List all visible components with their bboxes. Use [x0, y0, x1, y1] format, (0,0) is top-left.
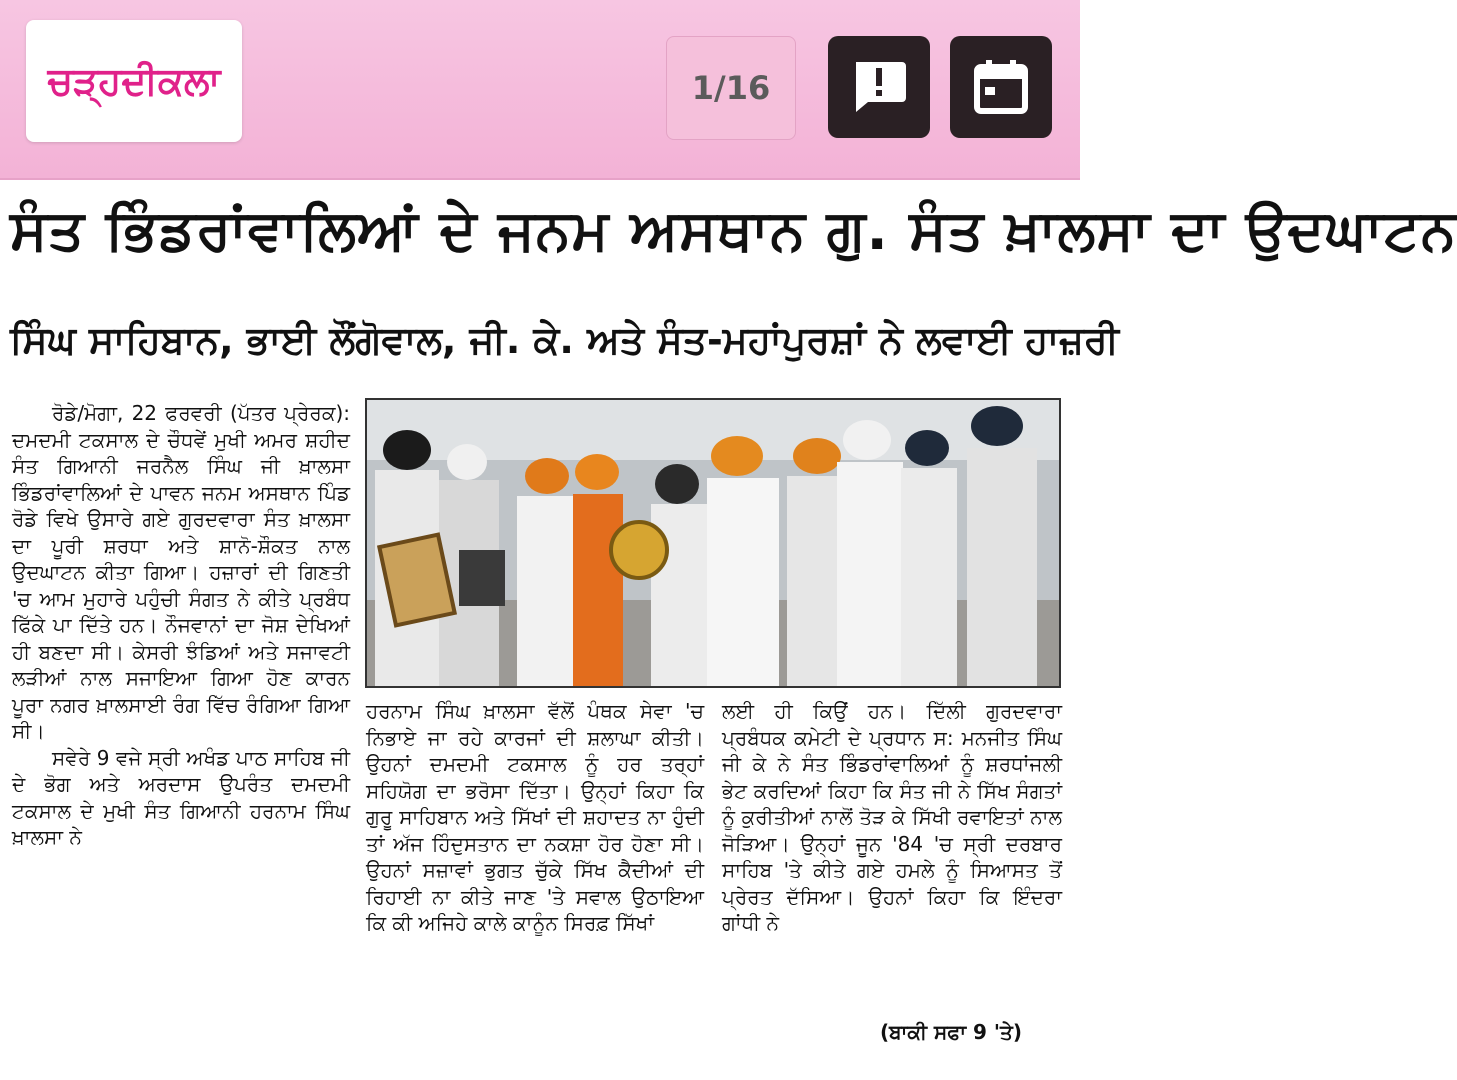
paragraph: ਹਰਨਾਮ ਸਿੰਘ ਖ਼ਾਲਸਾ ਵੱਲੋਂ ਪੰਥਕ ਸੇਵਾ 'ਚ ਨਿਭਾਏ ਜਾ ਰਹੇ ਕਾਰਜਾਂ ਦੀ ਸ਼ਲਾਘਾ ਕੀਤੀ। ਉਹਨਾਂ ਦਮਦਮੀ ਟਕਸਾਲ ਨੂੰ ਹਰ ਤਰ੍ਹਾਂ ਸਹਿਯੋਗ ਦਾ ਭਰੋਸਾ ਦਿੱਤਾ। ਉਨ੍ਹਾਂ ਕਿਹਾ ਕਿ ਗੁਰੂ ਸਾਹਿਬਾਨ ਅਤੇ ਸਿੱਖਾਂ ਦੀ ਸ਼ਹਾਦਤ ਨਾ ਹੁੰਦੀ ਤਾਂ ਅੱਜ ਹਿੰਦੁਸਤਾਨ ਦਾ ਨਕਸ਼ਾ ਹੋਰ ਹੋਣਾ ਸੀ। ਉਹਨਾਂ ਸਜ਼ਾਵਾਂ ਭੁਗਤ ਚੁੱਕੇ ਸਿੱਖ ਕੈਦੀਆਂ ਦੀ ਰਿਹਾਈ ਨਾ ਕੀਤੇ ਜਾਣ 'ਤੇ ਸਵਾਲ ਉਠਾਇਆ ਕਿ ਕੀ ਅਜਿਹੇ ਕਾਲੇ ਕਾਨੂੰਨ ਸਿਰਫ਼ ਸਿੱਖਾਂ	[366, 699, 704, 935]
page-indicator[interactable]	[666, 36, 796, 140]
calendar-button[interactable]	[950, 36, 1052, 138]
article-headline: ਸੰਤ ਭਿੰਡਰਾਂਵਾਲਿਆਂ ਦੇ ਜਨਮ ਅਸਥਾਨ ਗੁ. ਸੰਤ ਖ਼ਾਲਸਾ ਦਾ ਉਦਘਾਟਨ	[10, 198, 1457, 263]
paragraph: ਸਵੇਰੇ 9 ਵਜੇ ਸ੍ਰੀ ਅਖੰਡ ਪਾਠ ਸਾਹਿਬ ਜੀ ਦੇ ਭੋਗ ਅਤੇ ਅਰਦਾਸ ਉਪਰੰਤ ਦਮਦਮੀ ਟਕਸਾਲ ਦੇ ਮੁਖੀ ਸੰਤ ਗਿਆਨੀ ਹਰਨਾਮ ਸਿੰਘ ਖ਼ਾਲਸਾ ਨੇ	[12, 745, 350, 849]
app-header	[0, 0, 1080, 180]
paragraph: ਲਈ ਹੀ ਕਿਉਂ ਹਨ। ਦਿੱਲੀ ਗੁਰਦਵਾਰਾ ਪ੍ਰਬੰਧਕ ਕਮੇਟੀ ਦੇ ਪ੍ਰਧਾਨ ਸ: ਮਨਜੀਤ ਸਿੰਘ ਜੀ ਕੇ ਨੇ ਸੰਤ ਭਿੰਡਰਾਂਵਾਲਿਆਂ ਨੂੰ ਸ਼ਰਧਾਂਜਲੀ ਭੇਟ ਕਰਦਿਆਂ ਕਿਹਾ ਕਿ ਸੰਤ ਜੀ ਨੇ ਸਿੱਖ ਸੰਗਤਾਂ ਨੂੰ ਕੁਰੀਤੀਆਂ ਨਾਲੋਂ ਤੋੜ ਕੇ ਸਿੱਖੀ ਰਵਾਇਤਾਂ ਨਾਲ ਜੋੜਿਆ। ਉਨ੍ਹਾਂ ਜੂਨ '84 'ਚ ਸ੍ਰੀ ਦਰਬਾਰ ਸਾਹਿਬ 'ਤੇ ਕੀਤੇ ਗਏ ਹਮਲੇ ਨੂੰ ਸਿਆਸਤ ਤੋਂ ਪ੍ਰੇਰਤ ਦੱਸਿਆ। ਉਹਨਾਂ ਕਿਹਾ ਕਿ ਇੰਦਰਾ ਗਾਂਧੀ ਨੇ	[722, 699, 1062, 935]
continued-on-page: (ਬਾਕੀ ਸਫਾ 9 'ਤੇ)	[880, 1020, 1022, 1044]
article-column-1	[12, 400, 350, 851]
article-column-3	[722, 698, 1062, 937]
photo-illustration	[367, 400, 1059, 686]
article-photo	[365, 398, 1061, 688]
page-indicator-text: 1/16	[691, 69, 771, 107]
newspaper-page	[0, 180, 1457, 1080]
logo-text: ਚੜ੍ਹਦੀਕਲਾ	[47, 58, 221, 103]
feedback-button[interactable]	[828, 36, 930, 138]
newspaper-logo[interactable]	[26, 20, 242, 142]
feedback-icon	[848, 56, 910, 118]
article-subheadline: ਸਿੰਘ ਸਾਹਿਬਾਨ, ਭਾਈ ਲੌਂਗੋਵਾਲ, ਜੀ. ਕੇ. ਅਤੇ ਸੰਤ-ਮਹਾਂਪੁਰਸ਼ਾਂ ਨੇ ਲਵਾਈ ਹਾਜ਼ਰੀ	[10, 318, 1119, 362]
calendar-icon	[971, 57, 1031, 117]
paragraph: ਰੋਡੇ/ਮੋਗਾ, 22 ਫਰਵਰੀ (ਪੱਤਰ ਪ੍ਰੇਰਕ): ਦਮਦਮੀ ਟਕਸਾਲ ਦੇ ਚੌਧਵੇਂ ਮੁਖੀ ਅਮਰ ਸ਼ਹੀਦ ਸੰਤ ਗਿਆਨੀ ਜਰਨੈਲ ਸਿੰਘ ਜੀ ਖ਼ਾਲਸਾ ਭਿੰਡਰਾਂਵਾਲਿਆਂ ਦੇ ਪਾਵਨ ਜਨਮ ਅਸਥਾਨ ਪਿੰਡ ਰੋਡੇ ਵਿਖੇ ਉਸਾਰੇ ਗਏ ਗੁਰਦਵਾਰਾ ਸੰਤ ਖ਼ਾਲਸਾ ਦਾ ਪੂਰੀ ਸ਼ਰਧਾ ਅਤੇ ਸ਼ਾਨੋ-ਸ਼ੌਕਤ ਨਾਲ ਉਦਘਾਟਨ ਕੀਤਾ ਗਿਆ। ਹਜ਼ਾਰਾਂ ਦੀ ਗਿਣਤੀ 'ਚ ਆਮ ਮੁਹਾਰੇ ਪਹੁੰਚੀ ਸੰਗਤ ਨੇ ਕੀਤੇ ਪ੍ਰਬੰਧ ਫਿੱਕੇ ਪਾ ਦਿੱਤੇ ਹਨ। ਨੌਜਵਾਨਾਂ ਦਾ ਜੋਸ਼ ਦੇਖਿਆਂ ਹੀ ਬਣਦਾ ਸੀ। ਕੇਸਰੀ ਝੰਡਿਆਂ ਅਤੇ ਸਜਾਵਟੀ ਲੜੀਆਂ ਨਾਲ ਸਜਾਇਆ ਗਿਆ ਹੋਣ ਕਾਰਨ ਪੂਰਾ ਨਗਰ ਖ਼ਾਲਸਾਈ ਰੰਗ ਵਿੱਚ ਰੰਗਿਆ ਗਿਆ ਸੀ।	[12, 401, 350, 743]
article-column-2	[366, 698, 704, 937]
